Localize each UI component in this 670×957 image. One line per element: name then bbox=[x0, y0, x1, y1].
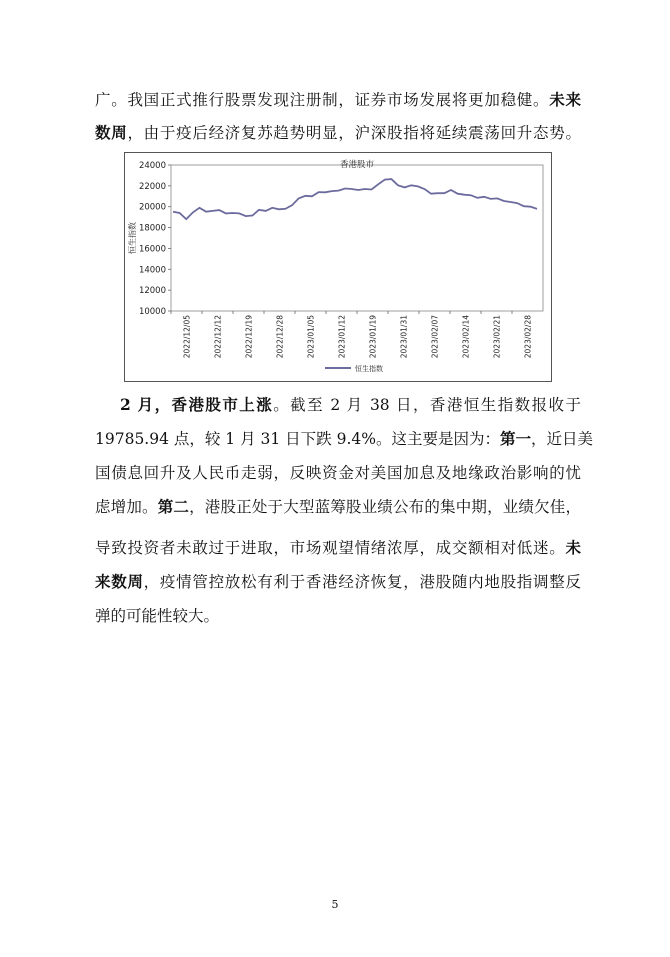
y-tick-label: 22000 bbox=[138, 181, 166, 192]
bold-text: 未来 bbox=[549, 90, 581, 109]
x-tick-label: 2023/01/12 bbox=[337, 315, 347, 359]
paragraph-line bbox=[95, 457, 581, 489]
y-tick-label: 12000 bbox=[138, 286, 166, 297]
paragraph-line bbox=[95, 532, 581, 564]
text: ，港股正处于大型蓝筹股业绩公布的集中期，业绩欠佳， bbox=[189, 498, 581, 516]
bold-text: 数周 bbox=[95, 123, 128, 142]
text: 。截至 2 月 38 日，香港恒生指数报收于 bbox=[273, 396, 581, 414]
x-tick-label: 2022/12/19 bbox=[244, 315, 254, 359]
plot-area bbox=[171, 165, 543, 311]
text: ，疫情管控放松有利于香港经济恢复，港股随内地股指调整反 bbox=[143, 573, 581, 591]
hang-seng-chart bbox=[124, 152, 552, 382]
x-tick-label: 2023/01/19 bbox=[368, 315, 378, 359]
y-tick-label: 20000 bbox=[138, 202, 166, 213]
text: ，近日美 bbox=[531, 430, 594, 448]
page-number: 5 bbox=[331, 898, 339, 911]
y-tick-label: 16000 bbox=[138, 244, 166, 255]
text: 导致投资者未敢过于进取，市场观望情绪浓厚，成交额相对低迷。 bbox=[95, 539, 566, 557]
paragraph-line bbox=[120, 389, 581, 421]
x-tick-label: 2023/02/14 bbox=[461, 315, 471, 359]
x-tick-label: 2022/12/05 bbox=[182, 315, 192, 359]
series-line bbox=[173, 179, 537, 219]
x-tick-label: 2022/12/12 bbox=[213, 315, 223, 359]
y-tick-label: 18000 bbox=[138, 223, 166, 234]
legend-label: 恒生指数 bbox=[355, 365, 383, 373]
text: 弹的可能性较大。 bbox=[95, 607, 220, 625]
paragraph-line bbox=[95, 423, 594, 455]
chart-title: 香港股市 bbox=[339, 160, 375, 170]
y-tick-label: 24000 bbox=[138, 161, 166, 171]
y-tick-label: 10000 bbox=[138, 307, 166, 317]
paragraph-line bbox=[95, 84, 581, 116]
paragraph-line bbox=[95, 491, 581, 523]
bold-text: 未 bbox=[565, 538, 581, 557]
bold-text: 来数周 bbox=[95, 572, 144, 591]
y-axis-label: 恒生指数 bbox=[128, 222, 137, 254]
y-tick-label: 14000 bbox=[138, 265, 166, 276]
text: 广。我国正式推行股票发现注册制，证券市场发展将更加稳健。 bbox=[95, 91, 550, 109]
x-tick-label: 2022/12/28 bbox=[275, 315, 285, 359]
paragraph-line bbox=[95, 600, 581, 632]
text: 国债息回升及人民币走弱，反映资金对美国加息及地缘政治影响的忧 bbox=[95, 464, 581, 482]
paragraph-line bbox=[95, 117, 581, 149]
chart-svg bbox=[125, 153, 551, 381]
x-tick-label: 2023/01/31 bbox=[399, 315, 409, 359]
text: 19785.94 点，较 1 月 31 日下跌 9.4%。这主要是因为： bbox=[95, 430, 500, 448]
x-tick-label: 2023/02/28 bbox=[523, 315, 533, 359]
bold-text: 第一 bbox=[499, 429, 531, 448]
text: 虑增加。 bbox=[95, 498, 158, 516]
paragraph-line bbox=[95, 566, 581, 598]
x-tick-label: 2023/02/21 bbox=[492, 315, 502, 359]
bold-text: 2 月，香港股市上涨 bbox=[120, 395, 274, 414]
bold-text: 第二 bbox=[157, 497, 190, 516]
x-tick-label: 2023/01/05 bbox=[306, 315, 316, 359]
text: ，由于疫后经济复苏趋势明显，沪深股指将延续震荡回升态势。 bbox=[127, 124, 581, 142]
x-tick-label: 2023/02/07 bbox=[430, 315, 440, 359]
